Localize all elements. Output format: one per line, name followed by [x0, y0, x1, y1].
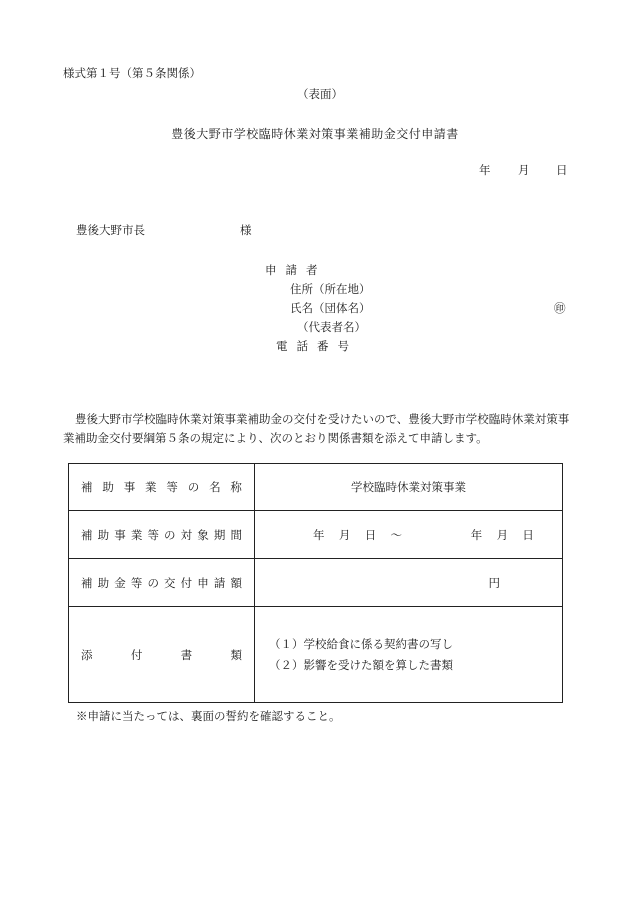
label-char: 等 — [147, 527, 159, 542]
label-char: 称 — [230, 480, 242, 494]
application-table — [68, 463, 563, 703]
honorific: 様 — [240, 223, 252, 237]
label-char: 等 — [166, 480, 178, 494]
label-char: 対 — [180, 527, 193, 542]
row-label-cell — [69, 464, 255, 511]
label-char: 補 — [81, 575, 93, 590]
amount-unit: 円 — [255, 559, 563, 607]
label-char: 助 — [102, 480, 114, 494]
label-char: 事 — [114, 527, 126, 542]
table-row — [69, 511, 563, 559]
label-char: 交 — [164, 575, 176, 590]
label-char: 名 — [209, 480, 221, 494]
label-char: 業 — [130, 527, 143, 542]
date-month: 月 — [518, 163, 530, 177]
name-label: 氏名（団体名） — [290, 301, 371, 315]
table-row — [69, 607, 563, 703]
addressee: 豊後大野市長 — [76, 223, 145, 237]
label-char: 助 — [97, 527, 110, 542]
attachment-item: （１）学校給食に係る契約書の写し — [269, 636, 453, 651]
representative-label: （代表者名） — [297, 320, 366, 334]
table-row — [69, 559, 563, 607]
date-year: 年 — [479, 163, 491, 177]
side-label: （表面） — [297, 87, 343, 101]
row-label-cell — [69, 607, 255, 703]
period-from-day: 日 — [364, 527, 377, 542]
label-char: 補 — [81, 527, 93, 542]
application-statement: 豊後大野市学校臨時休業対策事業補助金の交付を受けたいので、豊後大野市学校臨時休業対策事業補助金交付要綱第５条の規定により、次のとおり関係書類を添えて申請します。 — [63, 412, 570, 445]
label-char: 助 — [97, 575, 110, 590]
period-tilde: ～ — [390, 527, 403, 542]
address-label: 住所（所在地） — [290, 282, 371, 296]
period-to-day: 日 — [522, 527, 534, 542]
label-char: 額 — [230, 575, 242, 590]
label-char: 書 — [180, 647, 193, 662]
footnote: ※申請に当たっては、裏面の誓約を確認すること。 — [76, 709, 341, 723]
period-label — [69, 527, 254, 543]
label-char: 金 — [114, 575, 126, 590]
period-value-cell — [255, 511, 563, 559]
label-char: 類 — [230, 647, 242, 662]
period-from-month: 月 — [338, 527, 351, 542]
label-char: 象 — [197, 527, 209, 542]
document-title: 豊後大野市学校臨時休業対策事業補助金交付申請書 — [171, 127, 459, 141]
date-day: 日 — [556, 163, 568, 177]
label-char: 付 — [180, 575, 193, 590]
period-to-month: 月 — [496, 527, 509, 542]
table-row — [69, 464, 563, 511]
label-char: の — [187, 480, 200, 494]
label-char: 申 — [197, 575, 209, 590]
attachments-label — [69, 647, 254, 663]
seal-mark: ㊞ — [554, 301, 566, 315]
phone-label: 電話番号 — [276, 339, 358, 353]
form-number: 様式第１号（第５条関係） — [63, 66, 201, 80]
attachments-list — [255, 607, 563, 703]
label-char: 付 — [130, 647, 143, 662]
project-name-label — [69, 479, 254, 495]
label-char: 等 — [130, 575, 143, 590]
period-from-year: 年 — [313, 527, 325, 542]
label-char: 補 — [81, 480, 93, 494]
label-char: 請 — [213, 575, 226, 590]
period-to-year: 年 — [470, 527, 483, 542]
applicant-label: 申請者 — [265, 263, 327, 277]
label-char: の — [164, 527, 176, 542]
amount-label — [69, 575, 254, 591]
label-char: 期 — [213, 527, 226, 542]
label-char: 業 — [145, 480, 157, 494]
row-label-cell — [69, 559, 255, 607]
label-char: 添 — [81, 647, 93, 662]
project-name-value: 学校臨時休業対策事業 — [255, 464, 563, 511]
label-char: の — [147, 575, 159, 590]
label-char: 事 — [123, 480, 136, 494]
label-char: 間 — [230, 527, 242, 542]
attachment-item: （２）影響を受けた額を算した書類 — [269, 657, 453, 672]
row-label-cell — [69, 511, 255, 559]
